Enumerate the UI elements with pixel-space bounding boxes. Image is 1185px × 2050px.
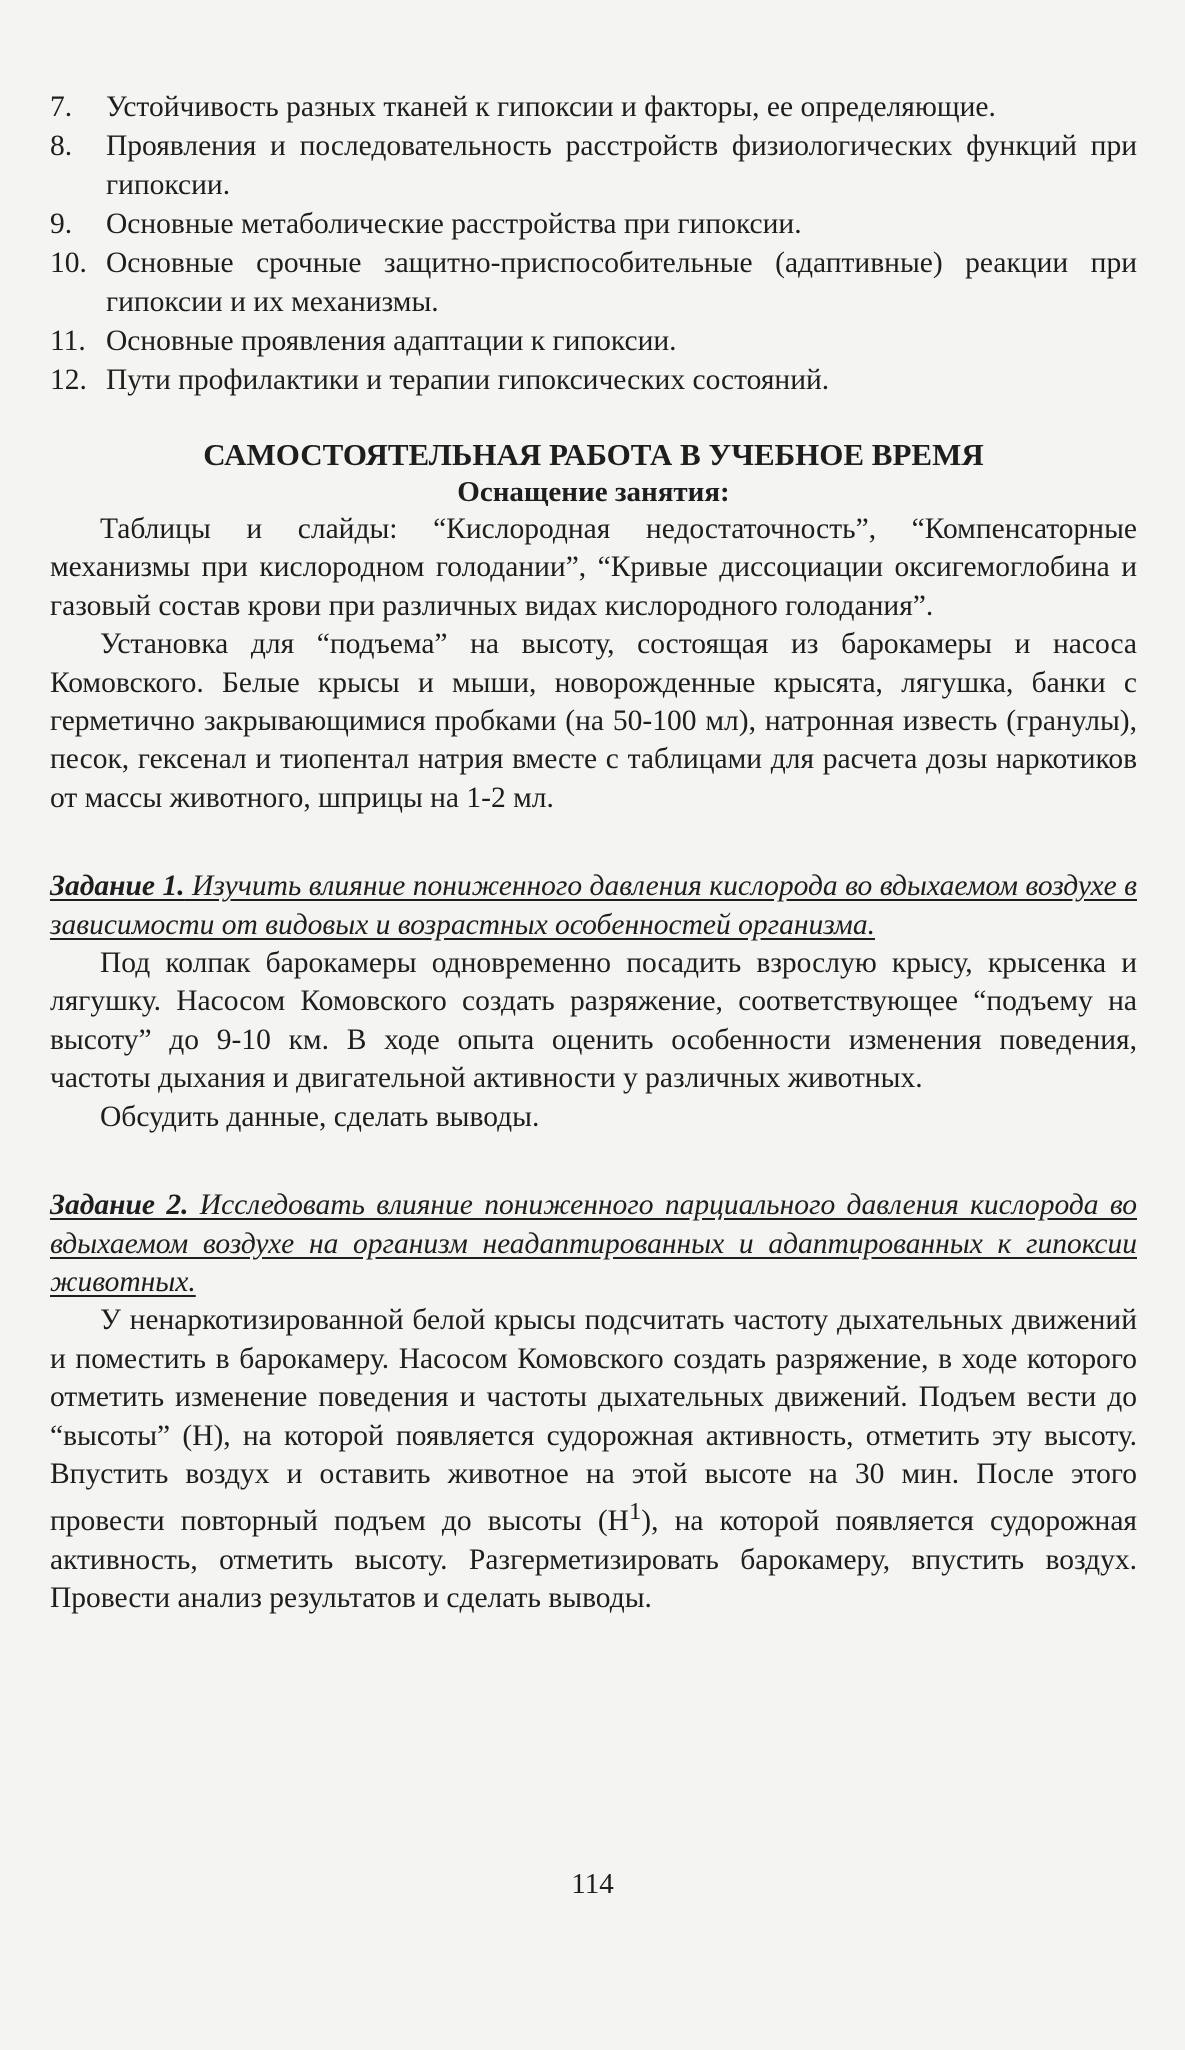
list-item-number: 9.: [50, 208, 73, 240]
task-2-text-part-1: У ненаркотизированной белой крысы подсчитать частоту дыхательных движений и поместить в барокамеру. Насосом Комовского создать разряжение, в ходе которого отметить изменение поведения и частоты дыхательных движений. Подъем вести до “высоты” (Н), на которой появляется судорожная активность, отметить эту высоту. Впустить воздух и оставить животное на этой высоте на 30 мин. После этого провести повторный подъем до высоты (Н: [50, 1304, 1137, 1538]
list-item-number: 8.: [50, 130, 73, 162]
list-item: [50, 361, 1137, 400]
list-item-number: 7.: [50, 91, 73, 123]
list-item-text: Пути профилактики и терапии гипоксических состояний.: [106, 364, 830, 396]
superscript: 1: [628, 1498, 642, 1526]
list-item: [50, 205, 1137, 244]
list-item: [50, 322, 1137, 361]
list-item: [50, 244, 1137, 322]
task-2-text-part-2: ), на которой появляется судорожная активность, отметить высоту. Разгерметизировать барокамеру, впустить воздух. Провести анализ результатов и сделать выводы.: [50, 1505, 1137, 1614]
list-item: [50, 88, 1137, 127]
list-item-number: 11.: [50, 325, 86, 357]
task-1-paragraph: Обсудить данные, сделать выводы.: [100, 1100, 540, 1133]
section-title: САМОСТОЯТЕЛЬНАЯ РАБОТА В УЧЕБНОЕ ВРЕМЯ: [203, 437, 984, 472]
task-1-paragraph: Под колпак барокамеры одновременно посадить взрослую крысу, крысенка и лягушку. Насосом Комовского создать разряжение, соответствующее “подъему на высоту” до 9-10 км. В ходе опыта оценить особенности изменения поведения, частоты дыхания и двигательной активности у различных животных.: [50, 947, 1137, 1095]
task-2-label: Задание 2.: [50, 1189, 189, 1222]
list-item-text: Основные метаболические расстройства при гипоксии.: [106, 208, 802, 240]
task-1-label: Задание 1.: [50, 870, 185, 903]
equipment-paragraph: Установка для “подъема” на высоту, состоящая из барокамеры и насоса Комовского. Белые крысы и мыши, новорожденные крысята, лягушка, банки с герметично закрывающимися пробками (на 50-100 мл), натронная известь (гранулы), песок, гексенал и тиопентал натрия вместе с таблицами для расчета дозы наркотиков от массы животного, шприцы на 1-2 мл.: [50, 628, 1137, 814]
list-item: [50, 127, 1137, 205]
task-1-title: Изучить влияние пониженного давления кислорода во вдыхаемом воздухе в зависимости от видовых и возрастных особенностей организма.: [50, 870, 1137, 941]
task-1-heading: [50, 867, 1137, 944]
list-item-text: Основные проявления адаптации к гипоксии.: [106, 325, 677, 357]
equipment-paragraph: Таблицы и слайды: “Кислородная недостаточность”, “Компенсаторные механизмы при кислородном голодании”, “Кривые диссоциации оксигемоглобина и газовый состав крови при различных видах кислородного голодания”.: [50, 513, 1137, 622]
list-item-text: Устойчивость разных тканей к гипоксии и факторы, ее определяющие.: [106, 91, 996, 123]
list-item-text: Основные срочные защитно-приспособительные (адаптивные) реакции при гипоксии и их механизмы.: [106, 247, 1137, 318]
list-item-number: 12.: [50, 364, 87, 396]
task-2-paragraph: [50, 1301, 1137, 1617]
page-number: 114: [571, 1868, 614, 1900]
list-item-text: Проявления и последовательность расстройств физиологических функций при гипоксии.: [106, 130, 1137, 201]
section-subtitle: Оснащение занятия:: [457, 476, 730, 508]
list-item-number: 10.: [50, 247, 87, 279]
task-2-title: Исследовать влияние пониженного парциального давления кислорода во вдыхаемом воздухе на организм неадаптированных и адаптированных к гипоксии животных.: [50, 1189, 1138, 1298]
question-list: [50, 88, 1137, 400]
task-2-heading: [50, 1186, 1137, 1301]
